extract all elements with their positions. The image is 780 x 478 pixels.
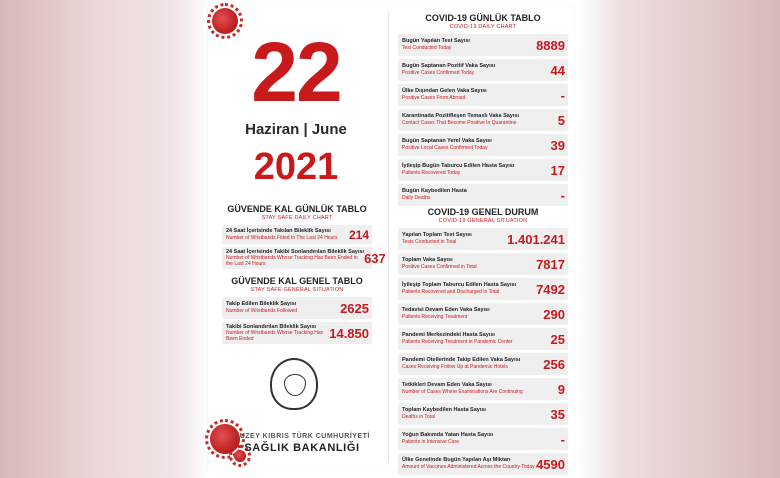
- section-subtitle: COVID-19 DAILY CHART: [449, 24, 517, 30]
- stat-label-en: Patients in Intensive Care: [402, 439, 459, 445]
- stat-label-tr: Ülke Genelinde Bugün Yapılan Aşı Miktarı: [402, 457, 511, 463]
- stat-value: -: [560, 187, 565, 203]
- stat-label-en: Deaths in Total: [402, 414, 435, 420]
- stat-label-tr: 24 Saat İçerisinde Takibi Sonlandırılan Bileklik Sayısı: [226, 249, 365, 255]
- stat-label-en: Positive Cases From Abroad: [402, 95, 466, 101]
- stat-value: 2625: [340, 300, 369, 316]
- date-day: 22: [251, 25, 341, 119]
- stat-row: [398, 428, 568, 450]
- stat-row: [398, 403, 568, 425]
- stat-value: 1.401.241: [507, 231, 565, 247]
- stat-row: [398, 34, 568, 56]
- stat-label-tr: Karantinada Pozitifleşen Temaslı Vaka Sayısı: [402, 113, 519, 119]
- stat-label-tr: Pandemi Merkezindeki Hasta Sayısı: [402, 332, 495, 338]
- section-subtitle: STAY SAFE GENERAL SITUATION: [250, 287, 344, 293]
- stat-label-en: Cases Receiving Follow Up at Pandemic Hotels: [402, 364, 508, 370]
- stat-label-tr: Yapılan Toplam Test Sayısı: [402, 232, 472, 238]
- stat-label-en: Amount of Vaccines Administered Across the Country Today: [402, 464, 535, 470]
- infographic-poster: [208, 6, 574, 470]
- section-subtitle: COVID-19 GENERAL SITUATION: [438, 218, 528, 224]
- stat-label-tr: Bugün Kaybedilen Hasta: [402, 188, 467, 194]
- stat-row: [398, 378, 568, 400]
- ministry-emblem-icon: [270, 358, 318, 410]
- stat-row: [398, 453, 568, 475]
- stat-label-tr: Bugün Yapılan Test Sayısı: [402, 38, 470, 44]
- stat-row: [222, 297, 372, 319]
- stat-label-tr: Toplam Vaka Sayısı: [402, 257, 453, 263]
- stat-value: -: [560, 431, 565, 447]
- stat-row: [398, 353, 568, 375]
- stat-value: 9: [557, 381, 565, 397]
- stat-row: [398, 184, 568, 206]
- stat-row: [222, 322, 372, 344]
- stat-label-tr: Tedavisi Devam Eden Vaka Sayısı: [402, 307, 490, 313]
- stat-value: 5: [557, 112, 565, 128]
- stat-label-tr: Tetkikleri Devam Eden Vaka Sayısı: [402, 382, 492, 388]
- stat-label-en: Patients Receiving Treatment in Pandemic Center: [402, 339, 513, 345]
- stat-value: 290: [543, 306, 565, 322]
- stat-row: [398, 134, 568, 156]
- stat-row: [398, 253, 568, 275]
- stat-label-en: Number of Wristbands Followed: [226, 308, 298, 314]
- stat-label-en: Daily Deaths: [402, 195, 431, 201]
- stat-row: [398, 159, 568, 181]
- stat-label-en: Positive Cases Confirmed Today: [402, 70, 475, 76]
- stat-label-en: Number of Wristbands Fitted In The Last 24 Hours: [226, 234, 338, 241]
- stat-row: [398, 84, 568, 106]
- stay-safe-general-section: [222, 276, 372, 347]
- section-title: COVID-19 GÜNLÜK TABLO: [425, 13, 541, 23]
- stat-label-en: Tests Conducted in Total: [402, 239, 457, 245]
- stat-label-en: Positive Local Cases Confirmed Today: [402, 145, 488, 151]
- stat-row: [398, 278, 568, 300]
- stat-label-tr: Toplam Kaybedilen Hasta Sayısı: [402, 407, 486, 413]
- stat-label-en: Contact Cases That Become Positive In Quarantine: [402, 120, 517, 126]
- stat-row: [222, 225, 372, 244]
- stat-value: 256: [543, 356, 565, 372]
- section-subtitle: STAY SAFE DAILY CHART: [261, 215, 333, 221]
- stat-label-en: Test Conducted Today: [402, 45, 452, 51]
- stat-row: [222, 247, 386, 269]
- stat-label-tr: İyileşip Bugün Taburcu Edilen Hasta Sayısı: [402, 163, 515, 169]
- stay-safe-daily-section: [222, 204, 386, 272]
- right-column: [392, 6, 574, 470]
- covid-general-section: [398, 207, 568, 478]
- stat-label-tr: Yoğun Bakımda Yatan Hasta Sayısı: [402, 432, 494, 438]
- stat-row: [398, 328, 568, 350]
- stat-label-tr: Ülke Dışından Gelen Vaka Sayısı: [402, 88, 487, 94]
- stat-value: 25: [550, 331, 565, 347]
- stat-label-tr: Pandemi Otellerinde Takip Edilen Vaka Sayısı: [402, 357, 521, 363]
- stat-value: 8889: [536, 37, 565, 53]
- stat-label-tr: Takip Edilen Bileklik Sayısı: [226, 301, 297, 307]
- stat-label-en: Positive Cases Confirmed in Total: [402, 264, 477, 270]
- stat-value: 17: [550, 162, 565, 178]
- column-divider: [388, 12, 389, 462]
- stat-label-en: Patients Recovered Today: [402, 170, 461, 176]
- stat-label-tr: 24 Saat İçerisinde Takılan Bileklik Sayısı: [226, 227, 331, 234]
- stat-value: -: [560, 87, 565, 103]
- stat-label-en: Patients Receiving Treatment: [402, 314, 468, 320]
- left-column: [208, 6, 384, 470]
- date-year: 2021: [253, 146, 339, 188]
- stat-value: 35: [550, 406, 565, 422]
- stat-value: 39: [550, 137, 565, 153]
- stat-value: 4590: [536, 456, 565, 472]
- stat-label-tr: Bugün Saptanan Pozitif Vaka Sayısı: [402, 63, 496, 69]
- stat-value: 44: [550, 62, 565, 78]
- stat-label-en: Number of Wristbands Whose Tracking Has Been Ended In the Last 24 Hours: [226, 255, 358, 267]
- date-month: Haziran | June: [245, 121, 347, 138]
- stat-row: [398, 109, 568, 131]
- stat-row: [398, 228, 568, 250]
- ministry-country: KUZEY KIBRIS TÜRK CUMHURİYETİ: [234, 433, 370, 440]
- stat-label-tr: Bugün Saptanan Yerel Vaka Sayısı: [402, 138, 492, 144]
- stat-value: 14.850: [329, 325, 369, 341]
- stat-value: 7817: [536, 256, 565, 272]
- stat-label-en: Patients Recovered and Discharged in Total: [402, 289, 500, 295]
- stat-value: 214: [348, 227, 369, 242]
- section-title: COVID-19 GENEL DURUM: [427, 207, 539, 217]
- stat-label-en: Number of Cases Where Examinations Are Continuing: [402, 389, 523, 395]
- stat-value: 637: [364, 250, 386, 266]
- stat-row: [398, 303, 568, 325]
- stat-label-tr: İyileşip Toplam Taburcu Edilen Hasta Sayısı: [402, 282, 517, 288]
- stat-row: [398, 59, 568, 81]
- ministry-name: SAĞLIK BAKANLIĞI: [244, 442, 360, 454]
- stat-label-en: Number of Wristbands Whose Tracking Has Been Ended: [226, 330, 324, 342]
- section-title: GÜVENDE KAL GÜNLÜK TABLO: [227, 204, 367, 214]
- section-title: GÜVENDE KAL GENEL TABLO: [231, 276, 363, 286]
- covid-daily-section: [398, 13, 568, 209]
- stat-value: 7492: [536, 281, 565, 297]
- stat-label-tr: Takibi Sonlandırılan Bileklik Sayısı: [226, 324, 317, 330]
